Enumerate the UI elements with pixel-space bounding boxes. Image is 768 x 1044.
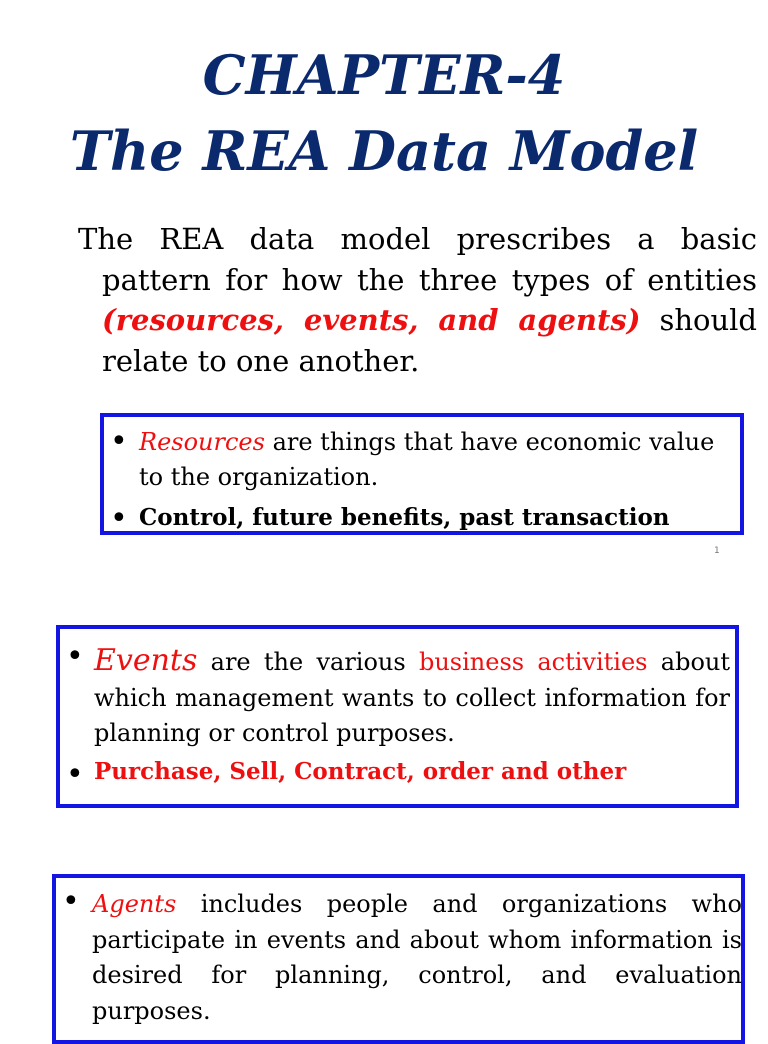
chapter-heading: CHAPTER-4 <box>202 43 566 107</box>
agents-definition-text: includes people and organizations who participate in events and about whom information is desired for planning, control, and evaluation purposes. <box>92 890 742 1025</box>
events-definition-text: are the various <box>197 648 419 676</box>
resources-definition-text: are things that have economic value to the organization. <box>139 428 715 491</box>
bullet-icon: • <box>110 501 128 536</box>
resources-characteristics: Control, future benefits, past transaction <box>139 504 670 531</box>
events-highlight: business activities <box>418 648 648 676</box>
agents-box <box>52 874 745 1044</box>
bullet-icon: • <box>66 757 84 792</box>
bullet-icon: • <box>66 639 84 674</box>
events-examples: Purchase, Sell, Contract, order and other <box>94 758 627 785</box>
resources-definition <box>139 425 729 495</box>
resources-term: Resources <box>139 428 265 456</box>
intro-text: The REA data model prescribes a basic pattern for how the three types of entities <box>78 222 757 297</box>
events-box <box>56 625 739 808</box>
intro-entity-list: (resources, events, and agents) <box>102 303 641 337</box>
agents-term: Agents <box>92 890 177 918</box>
bullet-icon: • <box>62 884 80 919</box>
events-definition <box>94 643 730 752</box>
events-definition-text-end: about which management wants to collect information for planning or control purposes. <box>94 648 731 747</box>
agents-definition <box>92 887 742 1029</box>
intro-paragraph <box>78 219 757 381</box>
events-term: Events <box>94 643 198 678</box>
resources-box <box>100 413 744 535</box>
bullet-icon: • <box>110 424 128 459</box>
page-title: The REA Data Model <box>69 119 699 183</box>
intro-text-end: should relate to one another. <box>102 303 757 378</box>
page-number: 1 <box>714 546 720 556</box>
